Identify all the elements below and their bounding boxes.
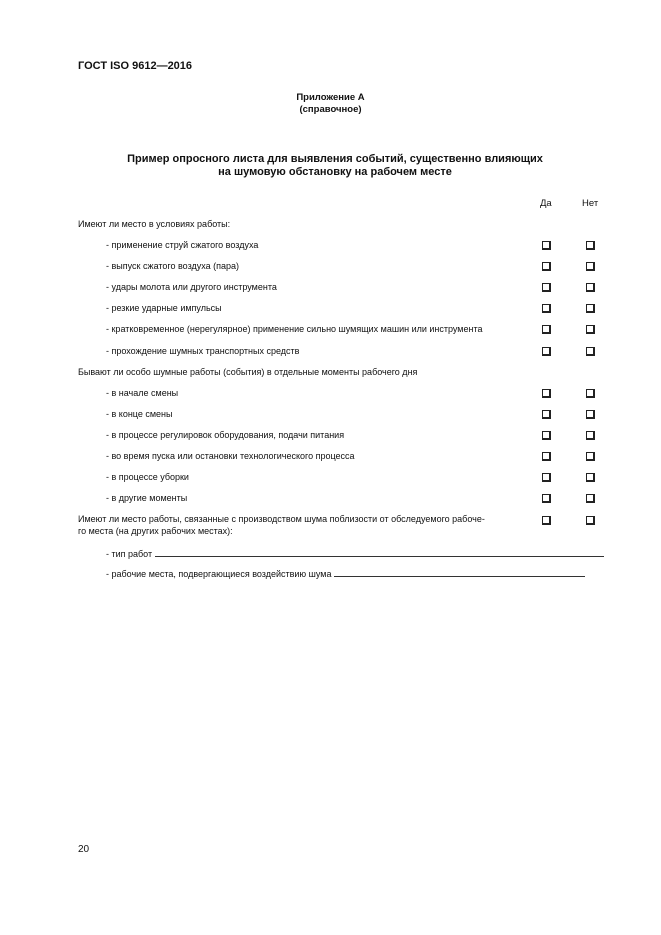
- yes-checkbox[interactable]: [542, 304, 551, 313]
- no-checkbox[interactable]: [586, 410, 595, 419]
- yes-checkbox[interactable]: [542, 473, 551, 482]
- page-number: 20: [78, 844, 90, 855]
- page-title-line2: на шумовую обстановку на рабочем месте: [218, 166, 452, 178]
- question-3: [78, 514, 485, 537]
- question-item: - во время пуска или остановки технологического процесса: [106, 451, 355, 461]
- question-item: - прохождение шумных транспортных средств: [106, 346, 300, 356]
- question-item: - применение струй сжатого воздуха: [106, 240, 259, 250]
- yes-checkbox[interactable]: [542, 431, 551, 440]
- page-title-line1: Пример опросного листа для выявления событий, существенно влияющих: [127, 153, 543, 165]
- no-checkbox[interactable]: [586, 347, 595, 356]
- no-checkbox[interactable]: [586, 389, 595, 398]
- question-item: - в процессе уборки: [106, 472, 189, 482]
- yes-checkbox[interactable]: [542, 262, 551, 271]
- page-title: [100, 153, 570, 179]
- question-item: - в процессе регулировок оборудования, подачи питания: [106, 430, 345, 440]
- question-3-line1: Имеют ли место работы, связанные с производством шума поблизости от обследуемого рабоче-: [78, 514, 485, 524]
- work-type-input-line[interactable]: [155, 547, 604, 557]
- yes-checkbox[interactable]: [542, 516, 551, 525]
- yes-checkbox[interactable]: [542, 494, 551, 503]
- question-item: - удары молота или другого инструмента: [106, 282, 277, 292]
- no-checkbox[interactable]: [586, 452, 595, 461]
- yes-checkbox[interactable]: [542, 452, 551, 461]
- no-checkbox[interactable]: [586, 431, 595, 440]
- yes-checkbox[interactable]: [542, 410, 551, 419]
- column-header-no: Нет: [582, 198, 599, 209]
- question-item: - резкие ударные импульсы: [106, 303, 222, 313]
- no-checkbox[interactable]: [586, 325, 595, 334]
- column-header-yes: Да: [540, 198, 552, 209]
- question-item: - кратковременное (нерегулярное) применение сильно шумящих машин или инструмента: [106, 324, 483, 334]
- no-checkbox[interactable]: [586, 241, 595, 250]
- no-checkbox[interactable]: [586, 304, 595, 313]
- no-checkbox[interactable]: [586, 516, 595, 525]
- appendix-subtitle: (справочное): [299, 104, 362, 115]
- question-item: - в другие моменты: [106, 493, 188, 503]
- question-1: Имеют ли место в условиях работы:: [78, 219, 231, 229]
- yes-checkbox[interactable]: [542, 325, 551, 334]
- fill-line-label: - тип работ: [106, 549, 153, 559]
- yes-checkbox[interactable]: [542, 241, 551, 250]
- question-item: - выпуск сжатого воздуха (пара): [106, 261, 240, 271]
- appendix-heading: [0, 92, 661, 116]
- appendix-title: Приложение А: [296, 92, 365, 103]
- fill-line-work-type: [106, 547, 604, 560]
- question-item: - в начале смены: [106, 388, 179, 398]
- question-item: - в конце смены: [106, 409, 173, 419]
- question-2: Бывают ли особо шумные работы (события) в отдельные моменты рабочего дня: [78, 367, 418, 377]
- fill-line-workplaces: [106, 567, 585, 580]
- no-checkbox[interactable]: [586, 494, 595, 503]
- no-checkbox[interactable]: [586, 473, 595, 482]
- no-checkbox[interactable]: [586, 262, 595, 271]
- yes-checkbox[interactable]: [542, 347, 551, 356]
- yes-checkbox[interactable]: [542, 283, 551, 292]
- no-checkbox[interactable]: [586, 283, 595, 292]
- fill-line-label: - рабочие места, подвергающиеся воздействию шума: [106, 569, 332, 579]
- document-code: ГОСТ ISO 9612—2016: [78, 60, 193, 72]
- workplaces-input-line[interactable]: [334, 567, 585, 577]
- yes-checkbox[interactable]: [542, 389, 551, 398]
- question-3-line2: го места (на других рабочих местах):: [78, 525, 233, 536]
